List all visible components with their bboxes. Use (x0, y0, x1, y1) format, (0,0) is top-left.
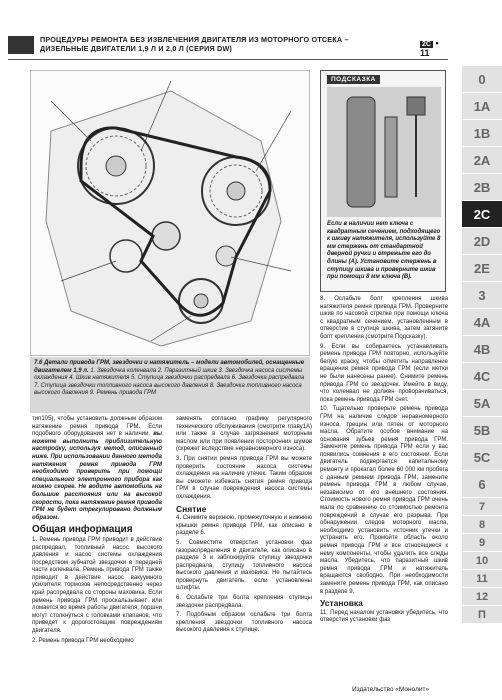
chapter-tab-4b[interactable]: 4B (462, 336, 502, 362)
section-removal: Снятие (176, 503, 207, 514)
chapter-tab-9[interactable]: 9 (462, 534, 502, 551)
chapter-label: 2C (422, 41, 431, 48)
publisher-footer: Издательство «Монолит» (352, 686, 430, 693)
hint-title: ПОДСКАЗКА (327, 75, 380, 84)
section-general-info: Общая информация (32, 524, 133, 536)
chapter-tab-11[interactable]: 11 (462, 570, 502, 587)
chapter-tabs (462, 66, 502, 624)
page-number (420, 38, 448, 58)
chapter-tab-5a[interactable]: 5A (462, 390, 502, 416)
hint-box (320, 70, 446, 292)
intro-italic: вы можете выполнить приблизительную настройку, используя метод, описанный ниже. При использовании данного метода натяжения ремня привода ГРМ необходимо проверить при помощи специального электронного прибора как можно скорее. Не водите автомобиль на большие расстояния или на высокой скорости, пока натяжение ремня привода ГРМ не будет отрегулировано должным образом. (32, 431, 162, 521)
paragraph-2-cont: заменять согласно графику регулярного технического обслуживания (смотрите главу1А) или также в случае загрязнения моторным маслом или при появлении посторонних шумов (скрежет вследствие неравномерного износа). (176, 416, 312, 453)
header-bar (8, 36, 34, 54)
paragraph-5: 5. Совместите отверстия установки фаз газораспределения в двигателе, как описано в разделе 3 и заблокируйте ступицу звездочки распредвала, ступицу топливного насоса высокого давления и маховика. Не пытайтесь провернуть двигатель, если установлены штифты. (176, 539, 312, 592)
paragraph-10: 10. Тщательно проверьте ремень привода ГРМ на наличие следов неравномерного износа, трещин или пятен от моторного масла. Обратите особое внимание на основания зубьев ремня привода ГРМ. Замените ремень привода ГРМ если у вас появились сомнения в его состоянии. Если двигатель подвергается капитальному ремонту и прокатал более 60 000 км пробега с данным ремнем привода ГРМ, замените ремень привода ГРМ в любом случае, независимо от его внешнего состояния. Стоимость нового ремня привода ГРМ очень мала по сравнению со стоимостью ремонта повреждений в случае его разрыва. При обнаружении следов моторного масла, необходимо установить источник утечки и устранить его. Промойте область около ремня привода ГРМ и все относящиеся к нему компоненты, чтобы удалить все следы масла. Убедитесь, что паразитный шкив ремня привода ГРМ и натяжитель вращаются свободно. При необходимости замените ремень привода ГРМ, как описано в разделе 9. (320, 406, 448, 595)
chapter-tab-5b[interactable]: 5B (462, 417, 502, 443)
chapter-tab-4a[interactable]: 4A (462, 309, 502, 335)
tool-drawing (327, 87, 441, 217)
chapter-tab-6[interactable]: 6 (462, 471, 502, 497)
figure-caption-title: 7.6 Детали привода ГРМ, звездочки и натяжитель – модели автомобилей, оснащенные двигателем 1,9 л. (34, 360, 305, 374)
chapter-tab-7[interactable]: 7 (462, 498, 502, 515)
figure-caption (30, 357, 310, 413)
chapter-tab-2d[interactable]: 2D (462, 228, 502, 254)
chapter-tab-5c[interactable]: 5C (462, 444, 502, 470)
paragraph-1: 1. Ремень привода ГРМ приводит в действие распредвал, топливный насос высокого давления и насос системы охлаждения посредством зубчатой звездочки в передней части коленвала. Ремень привода ГРМ также приводит в действие насос вакуумного усилителя тормозов непосредственно через край распредвала со стороны маховика. Если ремень привода ГРМ проскальзывает или ломается во время работы двигателя, поршни могут столкнуться с головками клапанов, что приведет к дорогостоящим повреждениям двигателя. (32, 536, 162, 635)
right-column (320, 296, 448, 627)
chapter-tab-12[interactable]: 12 (462, 588, 502, 605)
paragraph-8: 8. Ослабьте болт крепления шкива натяжителя ремня привода ГРМ. Проверните шкив по часовой стрелке при помощи ключа с квадратным сечением, установленным в отверстие в ступице шкива, затем затяните болт крепления (смотрите Подсказку). (320, 296, 448, 340)
paragraph-3: 3. При снятии ремня привода ГРМ вы можете проверить состояние насоса системы охлаждения на наличие утечек. Таким образом вы сможете избежать снятия ремня привода ГРМ в случае повреждения насоса системы охлаждения. (176, 455, 312, 500)
chapter-tab-4c[interactable]: 4C (462, 363, 502, 389)
paragraph-6: 6. Ослабьте три болта крепления ступицы звездочки распредвала. (176, 595, 312, 609)
figure-caption-items: 1. Звездочка коленвала 2. Паразитный шкив 3. Звездочка насоса системы охлаждения 4. Шкив натяжителя 5. Ступица звездочки распредвала 6. Звездочка распредвала 7. Ступица звездочки топливного насоса высокого давления 8. Звездочка топливного насоса высокого давления 9. Ремень привода ГРМ (34, 367, 305, 397)
paragraph-2: 2. Ремень привода ГРМ необходимо (32, 637, 134, 644)
page-number-value: • 11 (420, 38, 439, 58)
chapter-tab-2e[interactable]: 2E (462, 255, 502, 281)
hint-text: Если в наличии нет ключа с квадратным сечением, подходящего к шкиву натяжителя, используйте 8 мм стержень от стандартной дверной ручки и отрежьте его до длины (А). Установите стержень в ступицу шкива и проверните шкив при помощи 8 мм ключа (В). (327, 221, 441, 281)
paragraph-9: 9. Если вы собираетесь устанавливать ремень привода ГРМ повторно, используйте белую краску, чтобы отметить направление вращения ремня привода ГРМ (если метки не были нанесены ранее). Снимите ремень привода ГРМ со звездочек. Имейте в виду, что коленвал не должен проворачиваться, пока ремень привода ГРМ снят. (320, 343, 448, 403)
chapter-tab-1a[interactable]: 1A (462, 93, 502, 119)
section-installation: Установка (320, 598, 363, 609)
intro-text (32, 416, 162, 522)
chapter-tab-2a[interactable]: 2A (462, 147, 502, 173)
chapter-tab-2c[interactable]: 2C (462, 201, 502, 227)
chapter-tab-1b[interactable]: 1B (462, 120, 502, 146)
paragraph-7: 7. Подобным образом ослабьте три болта крепления звездочки топливного насоса высокого давления к ступице. (176, 612, 312, 634)
page-header (8, 36, 448, 60)
chapter-tab-2b[interactable]: 2B (462, 174, 502, 200)
chapter-tab-3[interactable]: 3 (462, 282, 502, 308)
intro-plain: тип105), чтобы установить должным образом натяжение ремня привода ГРМ. Если подобного оборудования нет в наличии, (32, 416, 162, 438)
left-column (32, 416, 162, 647)
timing-belt-diagram (30, 70, 310, 356)
paragraph-11: 11. Перед началом установки убедитесь, что отверстия установки фаз (320, 609, 448, 624)
chapter-tab-п[interactable]: П (462, 606, 502, 623)
chapter-tab-10[interactable]: 10 (462, 552, 502, 569)
paragraph-4: 4. Снимите верхнюю, промежуточную и нижнюю крышки ремня привода ГРМ, как описано в разделе 6. (176, 515, 312, 537)
chapter-tab-8[interactable]: 8 (462, 516, 502, 533)
engine-drawing (31, 71, 310, 356)
hint-photo (327, 87, 441, 217)
middle-column (176, 416, 312, 637)
chapter-tab-0[interactable]: 0 (462, 66, 502, 92)
page-title: ПРОЦЕДУРЫ РЕМОНТА БЕЗ ИЗВЛЕЧЕНИЯ ДВИГАТЕЛЯ ИЗ МОТОРНОГО ОТСЕКА – ДИЗЕЛЬНЫЕ ДВИГАТЕЛИ 1,9 Л И 2,0 Л (СЕРИЯ DW) (40, 35, 349, 53)
